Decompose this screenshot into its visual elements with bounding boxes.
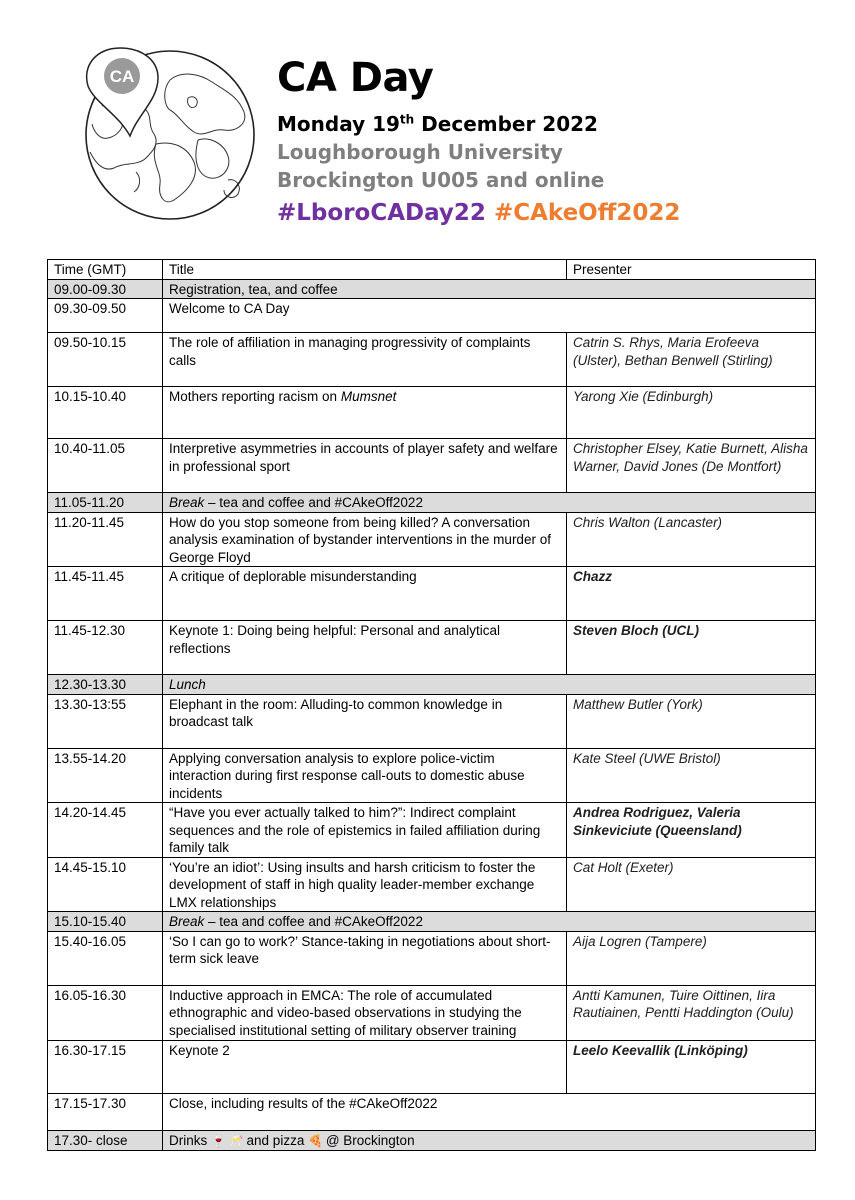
table-row: 14.45-15.10 ‘You’re an idiot’: Using insults and harsh criticism to foster the development of staff in high quality leader-member exchange LMX relationships Cat Holt (Exeter) — [48, 857, 816, 912]
table-row: 14.20-14.45 “Have you ever actually talked to him?”: Indirect complaint sequences and the role of epistemics in failed affiliation during family talk Andrea Rodriguez, Valeria Sinkeviciute (Queensland) — [48, 803, 816, 858]
schedule-table — [47, 259, 816, 1151]
table-row: 09.00-09.30 Registration, tea, and coffee — [48, 279, 816, 299]
table-row: 13.55-14.20 Applying conversation analysis to explore police-victim interaction during first response call-outs to domestic abuse incidents Kate Steel (UWE Bristol) — [48, 748, 816, 803]
table-row: 12.30-13.30 Lunch — [48, 675, 816, 695]
table-row: 11.45-11.45 A critique of deplorable misunderstanding Chazz — [48, 567, 816, 621]
table-row: 16.05-16.30 Inductive approach in EMCA: The role of accumulated ethnographic and video-based observations in studying the specialised institutional setting of military observer training Antti Kamunen, Tuire Oittinen, Iira Rautiainen, Pentti Haddington (Oulu) — [48, 985, 816, 1040]
table-row: 15.10-15.40 Break – tea and coffee and #CAkeOff2022 — [48, 912, 816, 932]
header-title: Title — [163, 260, 567, 280]
table-row: 11.45-12.30 Keynote 1: Doing being helpful: Personal and analytical reflections Steven Bloch (UCL) — [48, 621, 816, 675]
event-heading — [277, 52, 680, 230]
table-row: 09.50-10.15 The role of affiliation in managing progressivity of complaints calls Catrin S. Rhys, Maria Erofeeva (Ulster), Bethan Benwell (Stirling) — [48, 333, 816, 387]
table-row: 10.40-11.05 Interpretive asymmetries in accounts of player safety and welfare in professional sport Christopher Elsey, Katie Burnett, Alisha Warner, David Jones (De Montfort) — [48, 439, 816, 493]
hashtag-lboro: #LboroCADay22 — [277, 200, 486, 226]
pizza-icon: 🍕 — [308, 1133, 324, 1148]
wine-glass-icon: 🍷 — [211, 1133, 226, 1148]
logo-text: CA — [109, 67, 135, 86]
clinking-glasses-icon: 🥂 — [228, 1133, 244, 1148]
hashtags — [277, 196, 680, 230]
venue-line-2: Brockington U005 and online — [277, 168, 605, 192]
table-row: 16.30-17.15 Keynote 2 Leelo Keevallik (Linköping) — [48, 1040, 816, 1093]
header-presenter: Presenter — [567, 260, 816, 280]
header-time: Time (GMT) — [48, 260, 163, 280]
table-row: 17.15-17.30 Close, including results of the #CAkeOff2022 — [48, 1093, 816, 1130]
hashtag-cakeoff: #CAkeOff2022 — [493, 200, 681, 226]
table-row: 10.15-10.40 Mothers reporting racism on Mumsnet Yarong Xie (Edinburgh) — [48, 387, 816, 439]
event-date: Monday 19th December 2022 — [277, 112, 598, 136]
table-header-row — [48, 260, 816, 280]
table-row: 17.30- close Drinks 🍷 🥂 and pizza 🍕 @ Brockington — [48, 1130, 816, 1151]
table-row: 11.05-11.20 Break – tea and coffee and #CAkeOff2022 — [48, 493, 816, 513]
table-row: 13.30-13:55 Elephant in the room: Alluding-to common knowledge in broadcast talk Matthew Butler (York) — [48, 694, 816, 748]
venue-line-1: Loughborough University — [277, 140, 563, 164]
globe-logo-icon — [78, 40, 258, 222]
table-row: 15.40-16.05 ‘So I can go to work?’ Stance-taking in negotiations about short-term sick leave Aija Logren (Tampere) — [48, 931, 816, 985]
table-row: 11.20-11.45 How do you stop someone from being killed? A conversation analysis examination of bystander interventions in the murder of George Floyd Chris Walton (Lancaster) — [48, 512, 816, 567]
page-title: CA Day — [277, 55, 434, 101]
table-row: 09.30-09.50 Welcome to CA Day — [48, 299, 816, 333]
